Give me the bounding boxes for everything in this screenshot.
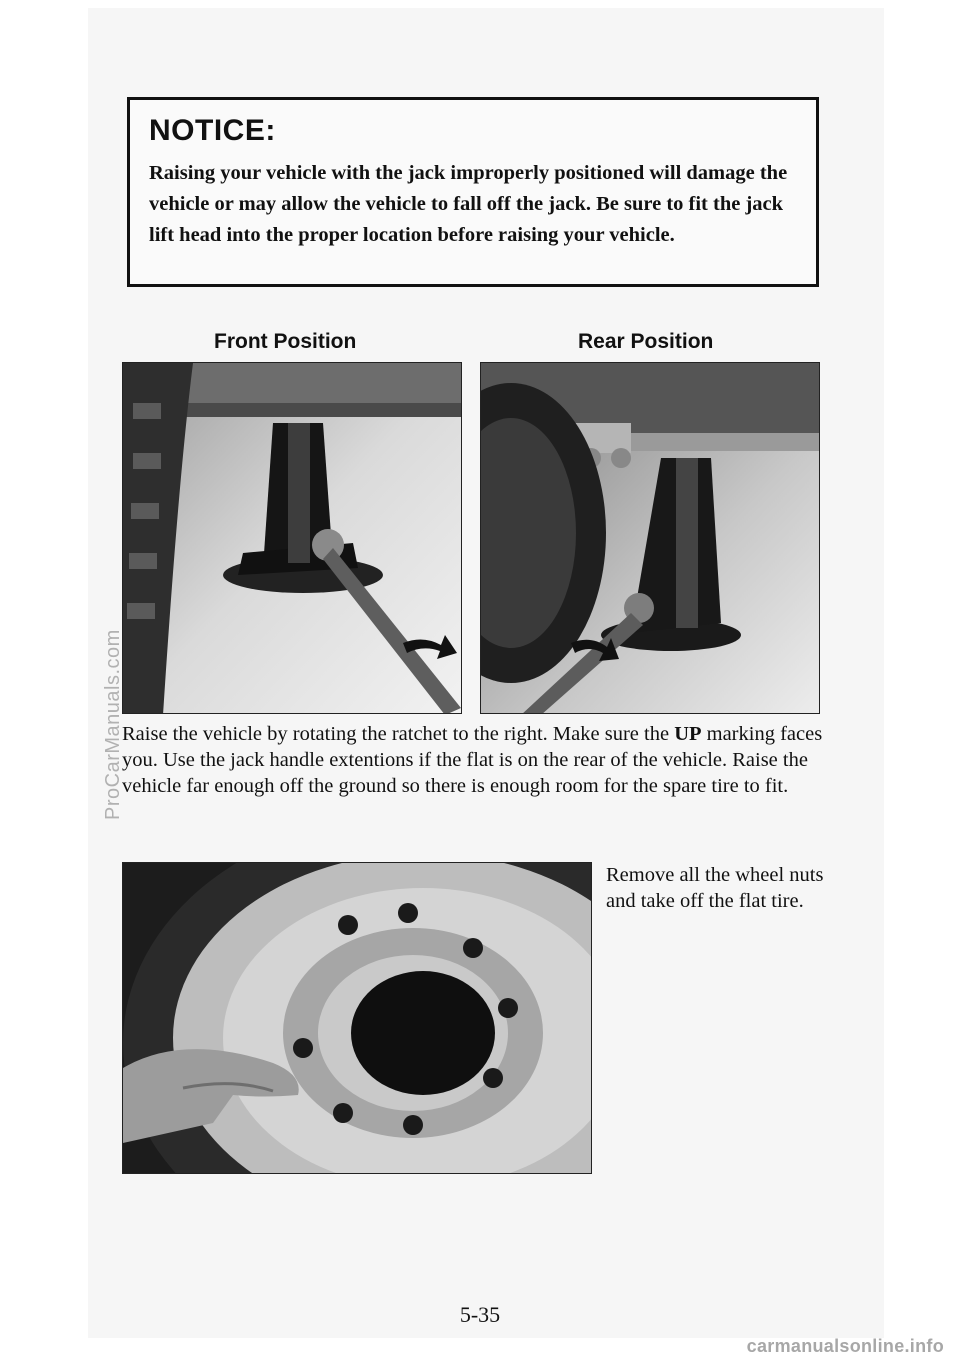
raise-text-part2: marking faces you. Use the jack handle extentions if the flat is on the rear of the vehicle. Raise the vehicle far enough off the ground so there is enough room for the spare tire to fit. bbox=[122, 723, 823, 797]
wheel-nuts-photo bbox=[122, 862, 592, 1174]
notice-text: Raising your vehicle with the jack improperly positioned will damage the vehicle or may allow the vehicle to fall off the jack. Be sure to fit the jack lift head into the proper location before raising your vehicle. bbox=[149, 162, 788, 246]
front-position-caption: Front Position bbox=[214, 330, 357, 353]
rear-position-caption: Rear Position bbox=[578, 330, 714, 353]
up-marking: UP bbox=[674, 723, 702, 745]
notice-box bbox=[127, 97, 819, 287]
remove-wheel-nuts-text: Remove all the wheel nuts and take off the flat tire. bbox=[606, 864, 824, 912]
page-number: 5-35 bbox=[459, 1302, 501, 1327]
footer-watermark: carmanualsonline.info bbox=[746, 1336, 944, 1356]
notice-title: NOTICE: bbox=[149, 114, 276, 147]
front-position-photo bbox=[122, 362, 462, 714]
side-watermark: ProCarManuals.com bbox=[102, 629, 124, 820]
raise-vehicle-instructions bbox=[122, 721, 842, 799]
raise-text-part1: Raise the vehicle by rotating the ratchet to the right. Make sure the bbox=[122, 723, 675, 745]
rear-position-photo bbox=[480, 362, 820, 714]
